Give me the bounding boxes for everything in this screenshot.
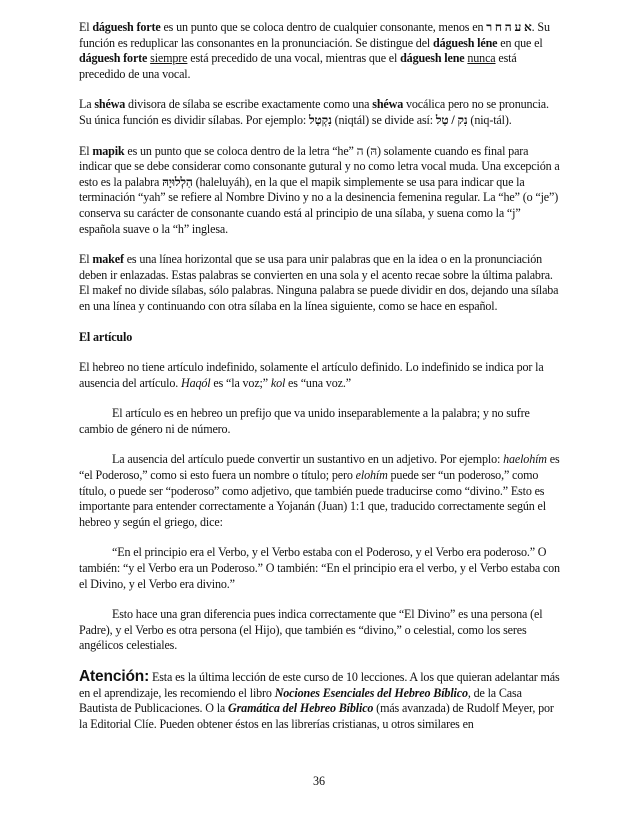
page-body <box>79 20 563 747</box>
term-dagesh-lene: dáguesh lene <box>400 51 465 66</box>
paragraph-dagesh-forte <box>79 20 563 82</box>
text: está precedido de una vocal, mientras que el <box>187 51 401 66</box>
text: es un punto que se coloca dentro de la letra “he” <box>124 143 357 158</box>
text: es una línea horizontal que se usa para unir palabras que en la idea o en la pronunciación deben ir enlazadas. Estas palabras se convierten en una sola y el acento recae sobre la última palabra. El makef no divide sílabas, sólo palabras. Ninguna palabra se puede dividir en dos, dejando una sílaba en una línea y continuando con otra sílaba en la línea siguiente, como se hace en español. <box>79 252 559 313</box>
underlined-word: siempre <box>150 51 188 66</box>
term-dagesh-forte: dáguesh forte <box>92 20 161 34</box>
book-title: Gramática del Hebreo Bíblico <box>228 701 374 716</box>
term-dagesh-forte: dáguesh forte <box>79 51 148 66</box>
italic-word: elohím <box>355 468 388 483</box>
italic-word: Haqól <box>181 375 211 390</box>
paragraph-article-prefix: El artículo es en hebreo un prefijo que va unido inseparablemente a la palabra; y no sufre cambio de género ni de número. <box>79 406 530 436</box>
text: El <box>79 252 93 267</box>
text: vocálica pero no se pronuncia. Su única función es dividir sílabas. Por ejemplo: <box>79 97 549 127</box>
text: puede ser “un poderoso,” como título, o puede ser “poderoso” como adjetivo, que también puede traducirse como “divino.” Esto es importante para entender correctamente a Yojanán (Juan) 1:1 que, traducido correctamente según el hebreo y según el griego, dice: <box>79 468 546 529</box>
text: (niq-tál). <box>467 112 512 127</box>
text: (más avanzada) de Rudolf Meyer, por la Editorial Clíe. Pueden obtener éstos en las librerías cristianas, u otros similares en <box>79 701 554 731</box>
term-mapik: mapik <box>92 143 125 158</box>
text: El <box>79 143 93 158</box>
italic-word: haelohím <box>503 452 547 467</box>
paragraph-makef <box>79 252 563 314</box>
attention-label: Atención: <box>79 668 150 685</box>
paragraph-attention <box>79 669 563 732</box>
text: (haleluyáh), en la que el mapik simplemente se usa para indicar que la terminación “yah” se refiere al Nombre Divino y no a la desinencia femenina regular. La “he” (o “je”) conserva su carácter de consonante cuando está al principio de una sílaba, y suena como la “j” española suave o la “h” inglesa. <box>79 174 559 236</box>
text: es “la voz;” <box>210 375 271 390</box>
text: es “el Poderoso,” como si esto fuera un nombre o título; pero <box>79 452 560 483</box>
hebrew-word: נִקְטַל <box>308 112 332 127</box>
text: es “una voz.” <box>285 375 351 390</box>
book-title: Nociones Esenciales del Hebreo Bíblico <box>274 685 468 700</box>
hebrew-word: נִק / טַל <box>435 112 468 127</box>
paragraph-article-absence <box>79 452 563 530</box>
text: . Su función es reduplicar las consonantes en la pronunciación. Se distingue del <box>79 20 550 50</box>
text: La <box>79 97 95 112</box>
section-heading: El artículo <box>79 329 133 344</box>
hebrew-word: הַלְלוּיָהּ <box>162 174 193 189</box>
term-shewa: shéwa <box>94 97 126 112</box>
italic-word: kol <box>270 375 286 390</box>
hebrew-letter: ה <box>356 143 364 158</box>
underlined-word: nunca <box>467 51 496 66</box>
text: La ausencia del artículo puede convertir un sustantivo en un adjetivo. Por ejemplo: <box>112 452 504 467</box>
paragraph-difference: Esto hace una gran diferencia pues indica correctamente que “El Divino” es una persona (el Padre), y el Verbo es otra persona (el Hijo), que también es “divino,” o celestial, como los seres angélicos celestiales. <box>79 607 543 653</box>
paragraph-shewa <box>79 97 563 128</box>
text: en que el <box>497 35 543 50</box>
text: es un punto que se coloca dentro de cualquier consonante, menos en <box>160 20 487 34</box>
text: ( <box>363 143 371 158</box>
text: Esta es la última lección de este curso de 10 lecciones. A los que quieran adelantar más en el aprendizaje, les recomiendo el libro <box>79 670 560 700</box>
paragraph-article-intro <box>79 360 563 391</box>
page-number: 36 <box>312 774 326 788</box>
text: está precedido de una vocal. <box>79 51 517 81</box>
hebrew-letter: הּ <box>370 143 378 158</box>
text: (niqtál) se divide así: <box>331 112 436 127</box>
text: El <box>79 20 93 34</box>
text: ) solamente cuando es final para indicar que se debe considerar como consonante gutural y no como letra vocal muda. Una excepción a esto es la palabra <box>79 143 560 189</box>
term-shewa: shéwa <box>372 97 404 112</box>
text: El hebreo no tiene artículo indefinido, solamente el artículo definido. Lo indefinido se indica por la ausencia del artículo. <box>79 360 544 390</box>
text: , de la Casa Bautista de Publicaciones. O la <box>79 685 522 716</box>
term-makef: makef <box>92 252 124 267</box>
paragraph-john-quote: “En el principio era el Verbo, y el Verbo estaba con el Poderoso, y el Verbo era poderoso.” O también: “y el Verbo era un Poderoso.” O también: “En el principio era el verbo, y el Verbo estaba con el Divino, y el Verbo era divino.” <box>79 545 560 591</box>
text: divisora de sílaba se escribe exactamente como una <box>125 97 373 112</box>
term-dagesh-lene: dáguesh léne <box>433 35 498 50</box>
hebrew-letters: א ע ה ח ר <box>486 20 532 34</box>
paragraph-mapik <box>79 144 563 238</box>
